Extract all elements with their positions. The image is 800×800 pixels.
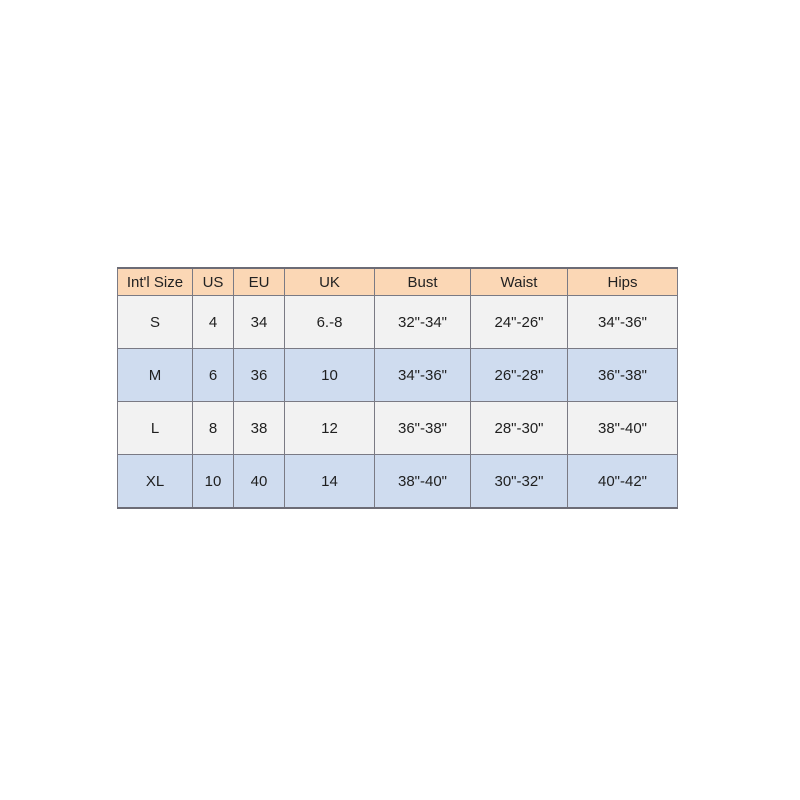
header-bust: Bust — [375, 268, 471, 296]
cell-us: 4 — [193, 296, 234, 349]
cell-intl-size: M — [118, 349, 193, 402]
header-intl-size: Int'l Size — [118, 268, 193, 296]
table-row — [118, 402, 678, 455]
cell-waist: 26"-28" — [471, 349, 568, 402]
cell-hips: 34"-36" — [568, 296, 678, 349]
cell-eu: 38 — [234, 402, 285, 455]
cell-waist: 30"-32" — [471, 455, 568, 509]
table-row — [118, 296, 678, 349]
header-eu: EU — [234, 268, 285, 296]
cell-uk: 14 — [285, 455, 375, 509]
cell-bust: 34"-36" — [375, 349, 471, 402]
cell-hips: 36"-38" — [568, 349, 678, 402]
cell-us: 6 — [193, 349, 234, 402]
cell-waist: 28"-30" — [471, 402, 568, 455]
cell-uk: 6.-8 — [285, 296, 375, 349]
cell-uk: 10 — [285, 349, 375, 402]
cell-bust: 36"-38" — [375, 402, 471, 455]
cell-waist: 24"-26" — [471, 296, 568, 349]
cell-bust: 38"-40" — [375, 455, 471, 509]
cell-us: 10 — [193, 455, 234, 509]
header-row — [118, 268, 678, 296]
cell-hips: 40"-42" — [568, 455, 678, 509]
cell-intl-size: S — [118, 296, 193, 349]
cell-intl-size: XL — [118, 455, 193, 509]
cell-bust: 32"-34" — [375, 296, 471, 349]
cell-eu: 40 — [234, 455, 285, 509]
cell-us: 8 — [193, 402, 234, 455]
table-row — [118, 349, 678, 402]
table-row — [118, 455, 678, 509]
header-us: US — [193, 268, 234, 296]
cell-eu: 36 — [234, 349, 285, 402]
cell-uk: 12 — [285, 402, 375, 455]
cell-eu: 34 — [234, 296, 285, 349]
header-hips: Hips — [568, 268, 678, 296]
header-uk: UK — [285, 268, 375, 296]
header-waist: Waist — [471, 268, 568, 296]
size-chart-table — [117, 267, 678, 509]
cell-hips: 38"-40" — [568, 402, 678, 455]
cell-intl-size: L — [118, 402, 193, 455]
